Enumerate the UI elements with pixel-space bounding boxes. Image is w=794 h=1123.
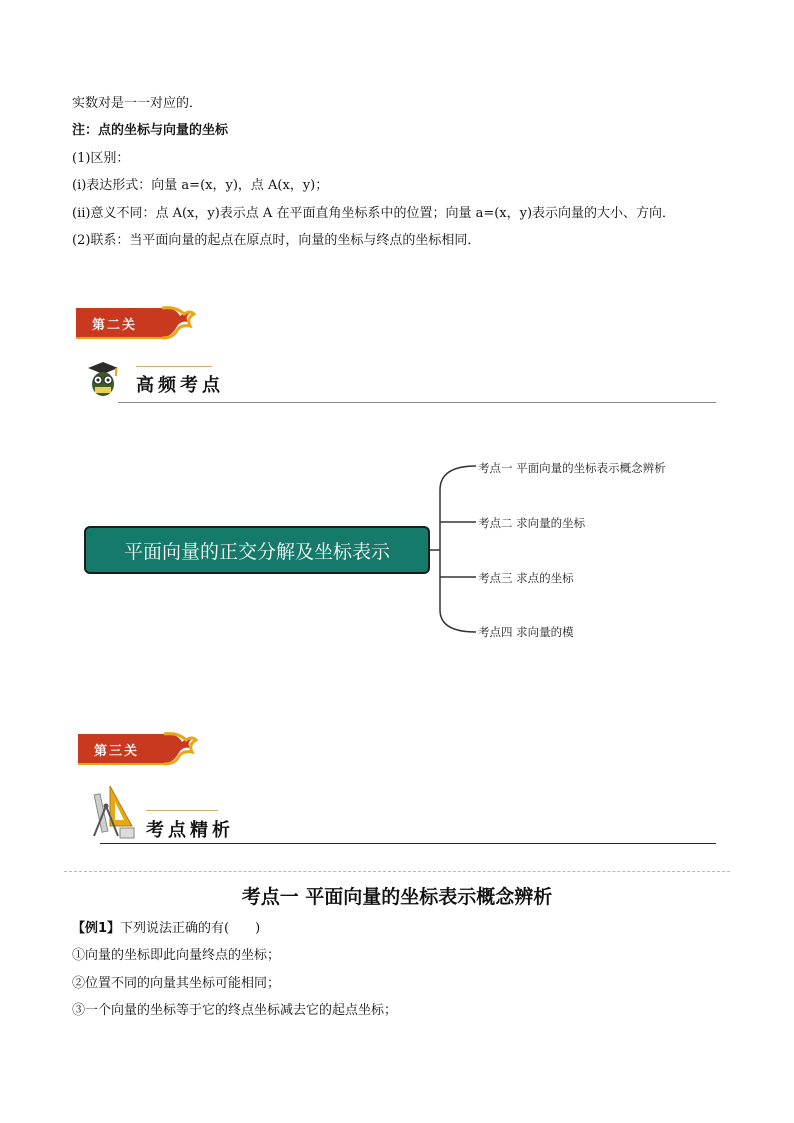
note-heading: 注：点的坐标与向量的坐标 xyxy=(72,123,229,138)
section3-title: 考点精析 xyxy=(146,820,234,841)
mindmap-connector xyxy=(430,460,480,640)
option-3: ③一个向量的坐标等于它的终点坐标减去它的起点坐标； xyxy=(72,1003,398,1018)
example1-line xyxy=(72,920,260,938)
section2-ribbon-label: 第二关 xyxy=(92,318,138,333)
mindmap-branch-4: 考点四 求向量的模 xyxy=(478,625,574,639)
option-2: ②位置不同的向量其坐标可能相同； xyxy=(72,976,281,991)
section2-divider xyxy=(118,402,716,403)
dashed-separator xyxy=(64,871,730,872)
difference-item-ii: (ⅱ)意义不同：点 A(x，y)表示点 A 在平面直角坐标系中的位置；向量 a=(x，y)表示向量的大小、方向． xyxy=(72,206,676,221)
example1-tag: 【例1】 xyxy=(72,921,121,936)
section3-ribbon-label: 第三关 xyxy=(94,744,140,759)
difference-item-i: (ⅰ)表达形式：向量 a=(x，y)，点 A(x，y)； xyxy=(72,178,329,193)
section3-divider xyxy=(100,843,716,844)
section2-title: 高频考点 xyxy=(136,375,224,396)
section3-title-accent xyxy=(146,810,218,811)
mindmap-branch-1: 考点一 平面向量的坐标表示概念辨析 xyxy=(478,461,666,475)
difference-heading: (1)区别： xyxy=(72,151,130,166)
section2-title-accent xyxy=(136,366,212,367)
scholar-mascot-icon xyxy=(86,360,120,398)
example1-question: 下列说法正确的有( ) xyxy=(120,921,261,936)
topic1-title: 考点一 平面向量的坐标表示概念辨析 xyxy=(241,886,553,908)
mindmap-branch-2: 考点二 求向量的坐标 xyxy=(478,516,586,530)
mindmap-root: 平面向量的正交分解及坐标表示 xyxy=(84,526,430,574)
option-1: ①向量的坐标即此向量终点的坐标； xyxy=(72,948,281,963)
section2-ribbon xyxy=(76,306,196,340)
intro-line1: 实数对是一一对应的． xyxy=(72,96,203,111)
section3-ribbon xyxy=(78,732,198,766)
mindmap-branch-3: 考点三 求点的坐标 xyxy=(478,571,574,585)
relation-text: (2)联系：当平面向量的起点在原点时，向量的坐标与终点的坐标相同． xyxy=(72,233,481,248)
ruler-compass-icon xyxy=(88,784,138,840)
